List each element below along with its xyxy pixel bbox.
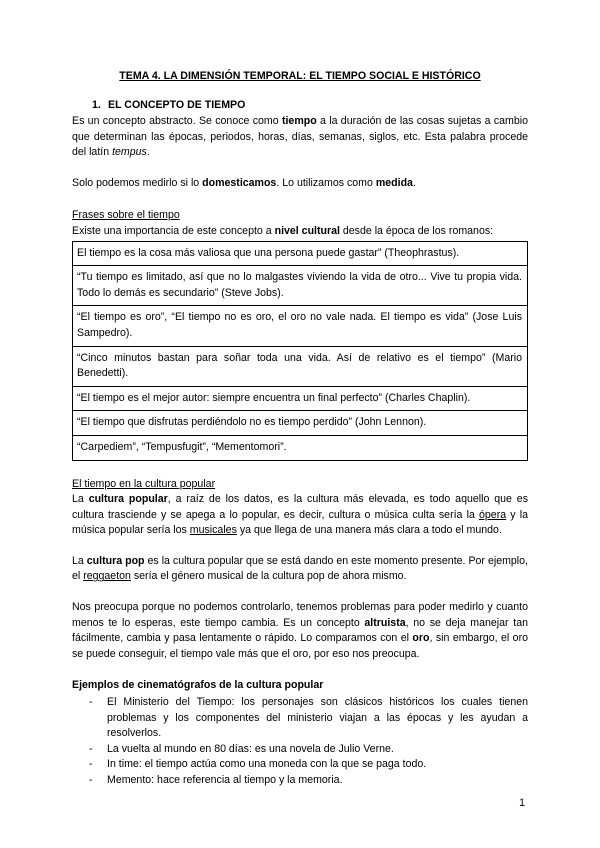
text-run: a la duración de las cosas sujetas a cambio que determinan las épocas, periodos, horas, días, semanas, siglos, etc. Esta palabra procede del latín bbox=[72, 115, 528, 159]
text-run: y la música popular sería los bbox=[72, 508, 528, 537]
text-run: Nos preocupa porque no podemos controlarlo, tenemos problemas para poder medirlo y cuanto menos te lo esperas, este tiempo cambia. Es un concepto bbox=[72, 601, 528, 629]
bold-term: nivel cultural bbox=[274, 224, 340, 237]
page-number: 1 bbox=[519, 797, 525, 809]
section-title: EL CONCEPTO DE TIEMPO bbox=[108, 99, 246, 111]
bold-term: oro bbox=[412, 632, 430, 645]
list-item: - La vuelta al mundo en 80 días: es una novela de Julio Verne. bbox=[72, 742, 528, 758]
quote-cell: “El tiempo es oro”, “El tiempo no es oro, el oro no vale nada. El tiempo es vida” (Jose Luis Sampedro). bbox=[73, 306, 528, 346]
bold-term: cultura popular bbox=[88, 493, 168, 506]
text-run: es la cultura popular que se está dando en este momento presente. Por ejemplo, el bbox=[72, 554, 528, 583]
quote-cell: “El tiempo es el mejor autor: siempre encuentra un final perfecto” (Charles Chaplin). bbox=[73, 386, 528, 411]
bold-term: medida bbox=[375, 176, 413, 189]
quote-cell: “Cinco minutos bastan para soñar toda una vida. Así de relativo es el tiempo” (Mario Benedetti). bbox=[73, 346, 528, 386]
text-run: sería el género musical de la cultura pop de ahora mismo. bbox=[130, 570, 407, 583]
text-run: . Lo utilizamos como bbox=[276, 176, 376, 189]
underlined-term: reggaeton bbox=[83, 570, 131, 583]
underlined-term: ópera bbox=[479, 508, 507, 521]
bold-term: cultura pop bbox=[86, 554, 145, 567]
quotes-table bbox=[72, 241, 528, 461]
paragraph-cultura-pop bbox=[72, 554, 528, 585]
quote-cell: “Tu tiempo es limitado, así que no lo malgastes viviendo la vida de otro... Vive tu propia vida. Todo lo demás es secundario” (Steve Jobs). bbox=[73, 266, 528, 306]
document-page bbox=[72, 70, 528, 789]
paragraph-measure bbox=[72, 176, 528, 192]
bold-term: domesticamos bbox=[202, 176, 277, 189]
document-title: TEMA 4. LA DIMENSIÓN TEMPORAL: EL TIEMPO SOCIAL E HISTÓRICO bbox=[119, 70, 481, 82]
text-run: , no se deja manejar tan fácilmente, cambia y pasa lentamente o rápido. Lo comparamos con el bbox=[72, 616, 528, 645]
text-run: Es un concepto abstracto. Se conoce como bbox=[72, 115, 282, 127]
paragraph-preocupacion bbox=[72, 600, 528, 662]
list-item: - El Ministerio del Tiempo: los personajes son clásicos históricos los cuales tienen problemas y los componentes del ministerio viajan a las épocas y les ayudan a resolverlos. bbox=[72, 695, 528, 742]
quote-cell: “El tiempo que disfrutas perdiéndolo no es tiempo perdido” (John Lennon). bbox=[73, 411, 528, 436]
italic-term: tempus bbox=[112, 146, 147, 159]
text-run: desde la época de los romanos: bbox=[339, 224, 494, 237]
text-run: Solo podemos medirlo si lo bbox=[72, 176, 203, 189]
text-run: . bbox=[412, 176, 416, 189]
bold-term: altruista bbox=[364, 616, 406, 629]
text-run: ya que llega de una manera más clara a todo el mundo. bbox=[236, 524, 502, 537]
text-run: La bbox=[72, 554, 87, 567]
paragraph-cultura-popular bbox=[72, 492, 528, 539]
paragraph-definition bbox=[72, 114, 528, 161]
paragraph-frases-intro bbox=[72, 224, 528, 240]
text-run: La bbox=[72, 493, 89, 506]
section-number: 1. bbox=[92, 99, 101, 111]
quote-cell: “Carpediem”, “Tempusfugit”, “Mementomori”. bbox=[73, 435, 528, 460]
examples-list bbox=[72, 695, 528, 789]
quote-cell: El tiempo es la cosa más valiosa que una persona puede gastar” (Theophrastus). bbox=[73, 241, 528, 266]
bold-term: tiempo bbox=[281, 115, 317, 127]
subheading-frases: Frases sobre el tiempo bbox=[72, 209, 180, 222]
underlined-term: musicales bbox=[189, 524, 237, 537]
text-run: , sin embargo, el oro se puede conseguir, el tiempo vale más que el oro, por eso nos preocupa. bbox=[72, 632, 528, 660]
subheading-cultura: El tiempo en la cultura popular bbox=[72, 477, 216, 490]
subheading-ejemplos: Ejemplos de cinematógrafos de la cultura popular bbox=[72, 679, 324, 692]
text-run: , a raíz de los datos, es la cultura más elevada, es todo aquello que es cultura trasciende y se apega a lo popular, es decir, cultura o música culta sería la bbox=[72, 493, 528, 521]
section-heading bbox=[92, 99, 528, 111]
list-item: - Memento: hace referencia al tiempo y la memoria. bbox=[72, 773, 528, 789]
list-item: - In time: el tiempo actúa como una moneda con la que se paga todo. bbox=[72, 757, 528, 773]
text-run: . bbox=[146, 146, 150, 159]
text-run: Existe una importancia de este concepto a bbox=[72, 224, 275, 237]
